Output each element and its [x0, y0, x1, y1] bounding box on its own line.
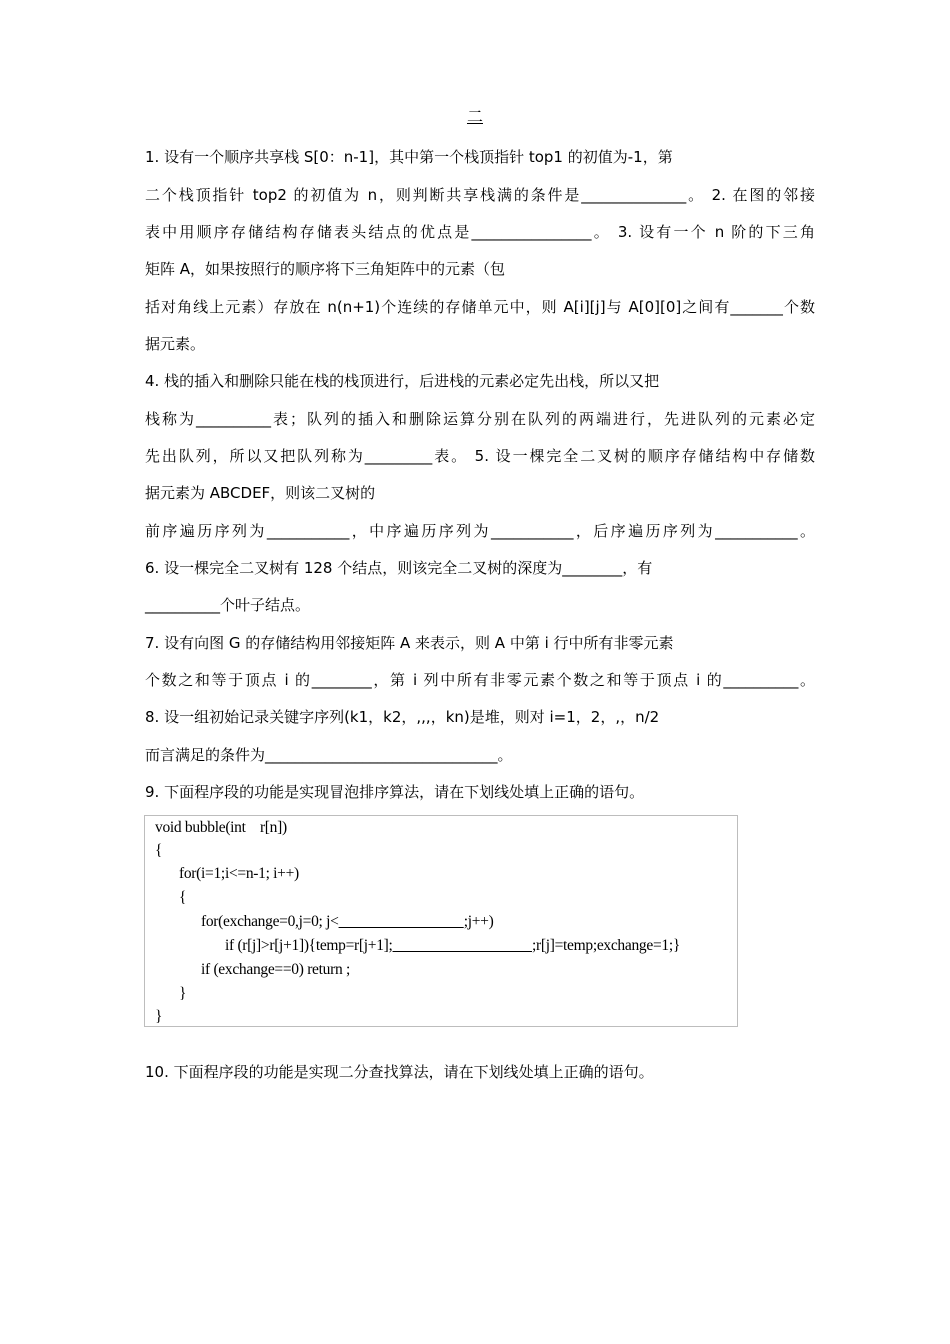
q3-line-2: 矩阵 A，如果按照行的顺序将下三角矩阵中的元素（包 — [145, 260, 506, 278]
code-line-9: } — [155, 1008, 163, 1025]
q3-line-4: 据元素。 — [145, 335, 206, 353]
q1-q2-line: 二个栈顶指针 top2 的初值为 n，则判断共享栈满的条件是______________。 2. 在图的邻接 — [145, 186, 815, 204]
code-blank-2 — [393, 937, 532, 954]
q7-line-2: 个数之和等于顶点 i 的________，第 i 列中所有非零元素个数之和等于顶点 i 的__________。 — [145, 671, 815, 689]
code-blank-1 — [339, 913, 464, 930]
code-line-6 — [225, 934, 680, 958]
code-line-3: for(i=1;i<=n-1; i++) — [179, 865, 299, 882]
code-line-6-end: ;r[j]=temp;exchange=1;} — [531, 937, 680, 954]
q9-line-1: 9. 下面程序段的功能是实现冒泡排序算法，请在下划线处填上正确的语句。 — [145, 783, 645, 801]
q4-line-1: 4. 栈的插入和删除只能在栈的栈顶进行，后进栈的元素必定先出栈，所以又把 — [145, 372, 660, 390]
q4-q5-line: 先出队列，所以又把队列称为_________表。 5. 设一棵完全二叉树的顺序存储结构中存储数 — [145, 447, 815, 465]
q10-line: 10. 下面程序段的功能是实现二分查找算法，请在下划线处填上正确的语句。 — [145, 1063, 654, 1081]
code-line-5-end: ;j++) — [463, 913, 494, 930]
code-line-6-start: if (r[j]>r[j+1]){temp=r[j+1]; — [225, 937, 393, 954]
code-line-5 — [201, 910, 493, 934]
q7-line-1: 7. 设有向图 G 的存储结构用邻接矩阵 A 来表示，则 A 中第 i 行中所有非零元素 — [145, 634, 674, 652]
q1-line-1: 1. 设有一个顺序共享栈 S[0：n-1]，其中第一个栈顶指针 top1 的初值为-1，第 — [145, 148, 673, 166]
code-line-5-start: for(exchange=0,j=0; j< — [201, 913, 339, 930]
code-line-4: { — [179, 889, 187, 906]
q4-line-2: 栈称为__________表；队列的插入和删除运算分别在队列的两端进行，先进队列的元素必定 — [145, 410, 815, 428]
q8-line-1: 8. 设一组初始记录关键字序列(k1，k2，,,,，kn)是堆，则对 i=1，2，,，n/2 — [145, 708, 660, 726]
q6-line-2: __________个叶子结点。 — [145, 596, 311, 614]
q5-line-2: 据元素为 ABCDEF，则该二叉树的 — [145, 484, 376, 502]
q5-line-3: 前序遍历序列为___________，中序遍历序列为___________，后序遍历序列为___________。 — [145, 522, 815, 540]
code-line-7: if (exchange==0) return ; — [201, 961, 350, 978]
q3-line-3: 括对角线上元素）存放在 n(n+1)个连续的存储单元中，则 A[i][j]与 A[0][0]之间有_______个数 — [145, 298, 815, 316]
code-line-2: { — [155, 842, 163, 859]
code-line-8: } — [179, 985, 187, 1002]
code-line-1: void bubble(int r[n]) — [155, 819, 287, 836]
q6-line-1: 6. 设一棵完全二叉树有 128 个结点，则该完全二叉树的深度为________，有 — [145, 559, 653, 577]
q8-line-2: 而言满足的条件为_______________________________。 — [145, 746, 513, 764]
code-snippet-box — [144, 815, 738, 1027]
q2-q3-line: 表中用顺序存储结构存储表头结点的优点是________________。 3. 设有一个 n 阶的下三角 — [145, 223, 815, 241]
section-heading: 二 — [466, 107, 483, 126]
